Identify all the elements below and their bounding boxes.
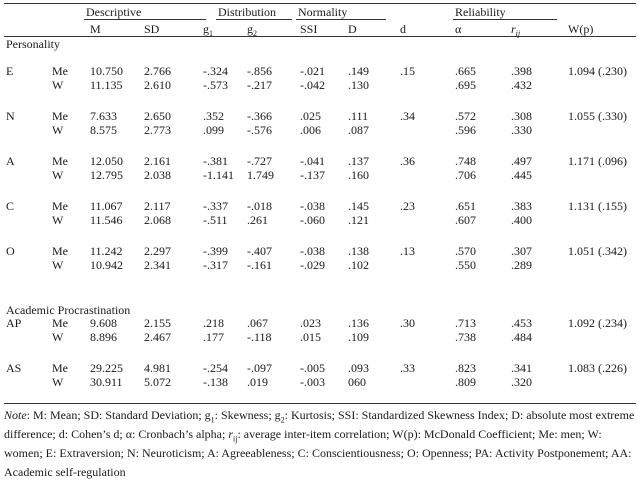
- cell-alpha: .651: [455, 199, 476, 213]
- effect-size-d: .36: [400, 154, 415, 168]
- cell-m: 9.608: [90, 316, 117, 330]
- cell-d: .138: [348, 244, 369, 258]
- cell-g1: .099: [203, 123, 224, 137]
- cell-sd: 5.072: [144, 375, 171, 389]
- mcdonald-w: 1.092 (.234): [568, 316, 627, 330]
- cell-ssi: -.137: [300, 168, 325, 182]
- cell-ssi: -.060: [300, 213, 325, 227]
- effect-size-d: .13: [400, 244, 415, 258]
- cell-g1: -.399: [203, 244, 228, 258]
- cell-alpha: .607: [455, 213, 476, 227]
- effect-size-d: .23: [400, 199, 415, 213]
- cell-alpha: .695: [455, 78, 476, 92]
- cell-rij: .453: [511, 316, 532, 330]
- group-rule-reliability: [453, 19, 557, 20]
- cell-ssi: -.003: [300, 375, 325, 389]
- mcdonald-w: 1.171 (.096): [568, 154, 627, 168]
- cell-d: .130: [348, 78, 369, 92]
- group-header-descriptive: Descriptive: [86, 5, 142, 19]
- cell-d: .109: [348, 330, 369, 344]
- factor-label: A: [6, 154, 15, 168]
- cell-d: 060: [348, 375, 366, 389]
- note-text: : M: Mean; SD: Standard Deviation; g: [26, 408, 211, 422]
- cell-g2: -.097: [247, 361, 272, 375]
- cell-d: .111: [348, 109, 369, 123]
- section-title-personality: Personality: [6, 37, 60, 51]
- cell-rij: .383: [511, 199, 532, 213]
- cell-m: 11.546: [90, 213, 123, 227]
- cell-g2: -.217: [247, 78, 272, 92]
- cell-ssi: .015: [300, 330, 321, 344]
- group-label: Me: [52, 316, 68, 330]
- cell-m: 11.135: [90, 78, 123, 92]
- cell-ssi: -.042: [300, 78, 325, 92]
- note-text: : Kurtosis; SSI: Standardized Skewness Index; D: absolute most extreme difference; d: Cohen’s d; α: Cronbach’s alpha;: [4, 408, 635, 441]
- mcdonald-w: 1.051 (.342): [568, 244, 627, 258]
- cell-ssi: -.038: [300, 199, 325, 213]
- group-label: W: [52, 375, 64, 389]
- note-subscript: ij: [233, 434, 238, 444]
- cell-ssi: -.021: [300, 64, 325, 78]
- col-header-g1: $g_1$: [203, 22, 213, 38]
- cell-sd: 2.117: [144, 199, 171, 213]
- cell-alpha: .665: [455, 64, 476, 78]
- cell-rij: .484: [511, 330, 532, 344]
- cell-g1: -.138: [203, 375, 228, 389]
- group-label: Me: [52, 109, 68, 123]
- note-subscript: 2: [280, 415, 285, 425]
- cell-g2: -.018: [247, 199, 272, 213]
- cell-ssi: -.005: [300, 361, 325, 375]
- col-header-alpha: α: [455, 22, 462, 36]
- cell-sd: 2.610: [144, 78, 171, 92]
- group-label: Me: [52, 64, 68, 78]
- cell-m: 12.795: [90, 168, 123, 182]
- cell-ssi: -.038: [300, 244, 325, 258]
- group-label: Me: [52, 154, 68, 168]
- cell-g1: -.254: [203, 361, 228, 375]
- cell-alpha: .572: [455, 109, 476, 123]
- effect-size-d: .15: [400, 64, 415, 78]
- section-title-academic-procrastination: Academic Procrastination: [6, 303, 131, 317]
- group-label: W: [52, 168, 64, 182]
- header-rule: [4, 36, 636, 37]
- cell-rij: .400: [511, 213, 532, 227]
- group-rule-distribution: [216, 19, 292, 20]
- cell-sd: 2.297: [144, 244, 171, 258]
- cell-m: 30.911: [90, 375, 123, 389]
- cell-m: 8.575: [90, 123, 117, 137]
- cell-ssi: -.041: [300, 154, 325, 168]
- cell-alpha: .570: [455, 244, 476, 258]
- cell-g2: .019: [247, 375, 268, 389]
- cell-m: 29.225: [90, 361, 123, 375]
- top-rule: [4, 3, 636, 4]
- cell-d: .137: [348, 154, 369, 168]
- cell-m: 11.242: [90, 244, 123, 258]
- cell-alpha: .706: [455, 168, 476, 182]
- cell-sd: 2.766: [144, 64, 171, 78]
- mcdonald-w: 1.131 (.155): [568, 199, 627, 213]
- cell-d: .093: [348, 361, 369, 375]
- cell-alpha: .823: [455, 361, 476, 375]
- group-label: Me: [52, 244, 68, 258]
- factor-label: AP: [6, 316, 22, 330]
- factor-label: N: [6, 109, 15, 123]
- cell-g1: -.317: [203, 258, 228, 272]
- cell-alpha: .809: [455, 375, 476, 389]
- cell-g1: -1.141: [203, 168, 234, 182]
- cell-g1: .177: [203, 330, 224, 344]
- cell-sd: 2.773: [144, 123, 171, 137]
- mcdonald-w: 1.055 (.330): [568, 109, 627, 123]
- group-header-reliability: Reliability: [455, 5, 506, 19]
- col-header-Wp: W(p): [568, 22, 594, 36]
- factor-label: O: [6, 244, 15, 258]
- note-body: [4, 408, 634, 479]
- group-label: Me: [52, 361, 68, 375]
- factor-label: C: [6, 199, 15, 213]
- cell-rij: .289: [511, 258, 532, 272]
- group-rule-descriptive: [84, 19, 206, 20]
- cell-rij: .320: [511, 375, 532, 389]
- cell-m: 10.750: [90, 64, 123, 78]
- cell-sd: 4.981: [144, 361, 171, 375]
- cell-m: 8.896: [90, 330, 117, 344]
- cell-g2: -.161: [247, 258, 272, 272]
- note-subscript: 1: [210, 415, 215, 425]
- group-rule-normality: [296, 19, 386, 20]
- effect-size-d: .33: [400, 361, 415, 375]
- group-header-distribution: Distribution: [218, 5, 277, 19]
- mcdonald-w: 1.083 (.226): [568, 361, 627, 375]
- cell-sd: 2.161: [144, 154, 171, 168]
- effect-size-d: .30: [400, 316, 415, 330]
- effect-size-d: .34: [400, 109, 415, 123]
- cell-g2: -.727: [247, 154, 272, 168]
- cell-rij: .398: [511, 64, 532, 78]
- cell-g2: -.576: [247, 123, 272, 137]
- cell-d: .149: [348, 64, 369, 78]
- cell-g2: -.118: [247, 330, 272, 344]
- cell-d: .136: [348, 316, 369, 330]
- cell-m: 12.050: [90, 154, 123, 168]
- cell-rij: .307: [511, 244, 532, 258]
- note-italic: r: [228, 427, 234, 441]
- cell-alpha: .738: [455, 330, 476, 344]
- cell-g1: -.324: [203, 64, 228, 78]
- cell-alpha: .713: [455, 316, 476, 330]
- cell-m: 10.942: [90, 258, 123, 272]
- factor-label: E: [6, 64, 14, 78]
- cell-alpha: .748: [455, 154, 476, 168]
- group-label: W: [52, 123, 64, 137]
- col-header-SSI: SSI: [300, 22, 318, 36]
- cell-rij: .330: [511, 123, 532, 137]
- cell-d: .160: [348, 168, 369, 182]
- cell-alpha: .550: [455, 258, 476, 272]
- cell-rij: .341: [511, 361, 532, 375]
- cell-g2: .067: [247, 316, 268, 330]
- cell-ssi: .025: [300, 109, 321, 123]
- mcdonald-w: 1.094 (.230): [568, 64, 627, 78]
- cell-sd: 2.038: [144, 168, 171, 182]
- factor-label: AS: [6, 361, 22, 375]
- cell-g2: -.366: [247, 109, 272, 123]
- note-text: : average inter-item correlation; W(p): McDonald Coefficient; Me: men; W: women; E: Extraversion; N: Neuroticism; A: Agreeableness; C: Conscientiousness; O: Openness; PA: Activity Postponement; AA: Academic self-regulation: [4, 427, 632, 479]
- cell-g2: .261: [247, 213, 268, 227]
- group-label: W: [52, 78, 64, 92]
- note-text: : Skewness; g: [214, 408, 281, 422]
- col-header-SD: SD: [144, 22, 160, 36]
- cell-g2: 1.749: [247, 168, 274, 182]
- cell-sd: 2.467: [144, 330, 171, 344]
- group-label: Me: [52, 199, 68, 213]
- cell-g1: -.511: [203, 213, 228, 227]
- cell-g1: -.381: [203, 154, 228, 168]
- cell-g2: -.407: [247, 244, 272, 258]
- cell-d: .121: [348, 213, 369, 227]
- cell-d: .087: [348, 123, 369, 137]
- group-header-normality: Normality: [298, 5, 348, 19]
- cell-rij: .432: [511, 78, 532, 92]
- bottom-rule: [4, 403, 636, 404]
- col-header-g2: $g_2$: [247, 22, 257, 38]
- group-label: W: [52, 330, 64, 344]
- col-header-rij: $r_{ij}$: [511, 22, 521, 38]
- cell-m: 11.067: [90, 199, 123, 213]
- cell-ssi: .006: [300, 123, 321, 137]
- cell-g1: -.573: [203, 78, 228, 92]
- col-header-M: M: [90, 22, 101, 36]
- table-note: [4, 406, 636, 482]
- cell-rij: .308: [511, 109, 532, 123]
- cell-sd: 2.068: [144, 213, 171, 227]
- col-header-d: d: [400, 22, 406, 36]
- cell-sd: 2.650: [144, 109, 171, 123]
- cell-g1: -.337: [203, 199, 228, 213]
- cell-rij: .497: [511, 154, 532, 168]
- cell-m: 7.633: [90, 109, 117, 123]
- cell-d: .145: [348, 199, 369, 213]
- note-label: Note: [4, 408, 27, 422]
- col-header-D: D: [348, 22, 357, 36]
- cell-ssi: -.029: [300, 258, 325, 272]
- cell-ssi: .023: [300, 316, 321, 330]
- group-label: W: [52, 258, 64, 272]
- cell-g1: .218: [203, 316, 224, 330]
- cell-d: .102: [348, 258, 369, 272]
- cell-rij: .445: [511, 168, 532, 182]
- group-label: W: [52, 213, 64, 227]
- cell-g2: -.856: [247, 64, 272, 78]
- cell-sd: 2.341: [144, 258, 171, 272]
- cell-alpha: .596: [455, 123, 476, 137]
- cell-g1: .352: [203, 109, 224, 123]
- cell-sd: 2.155: [144, 316, 171, 330]
